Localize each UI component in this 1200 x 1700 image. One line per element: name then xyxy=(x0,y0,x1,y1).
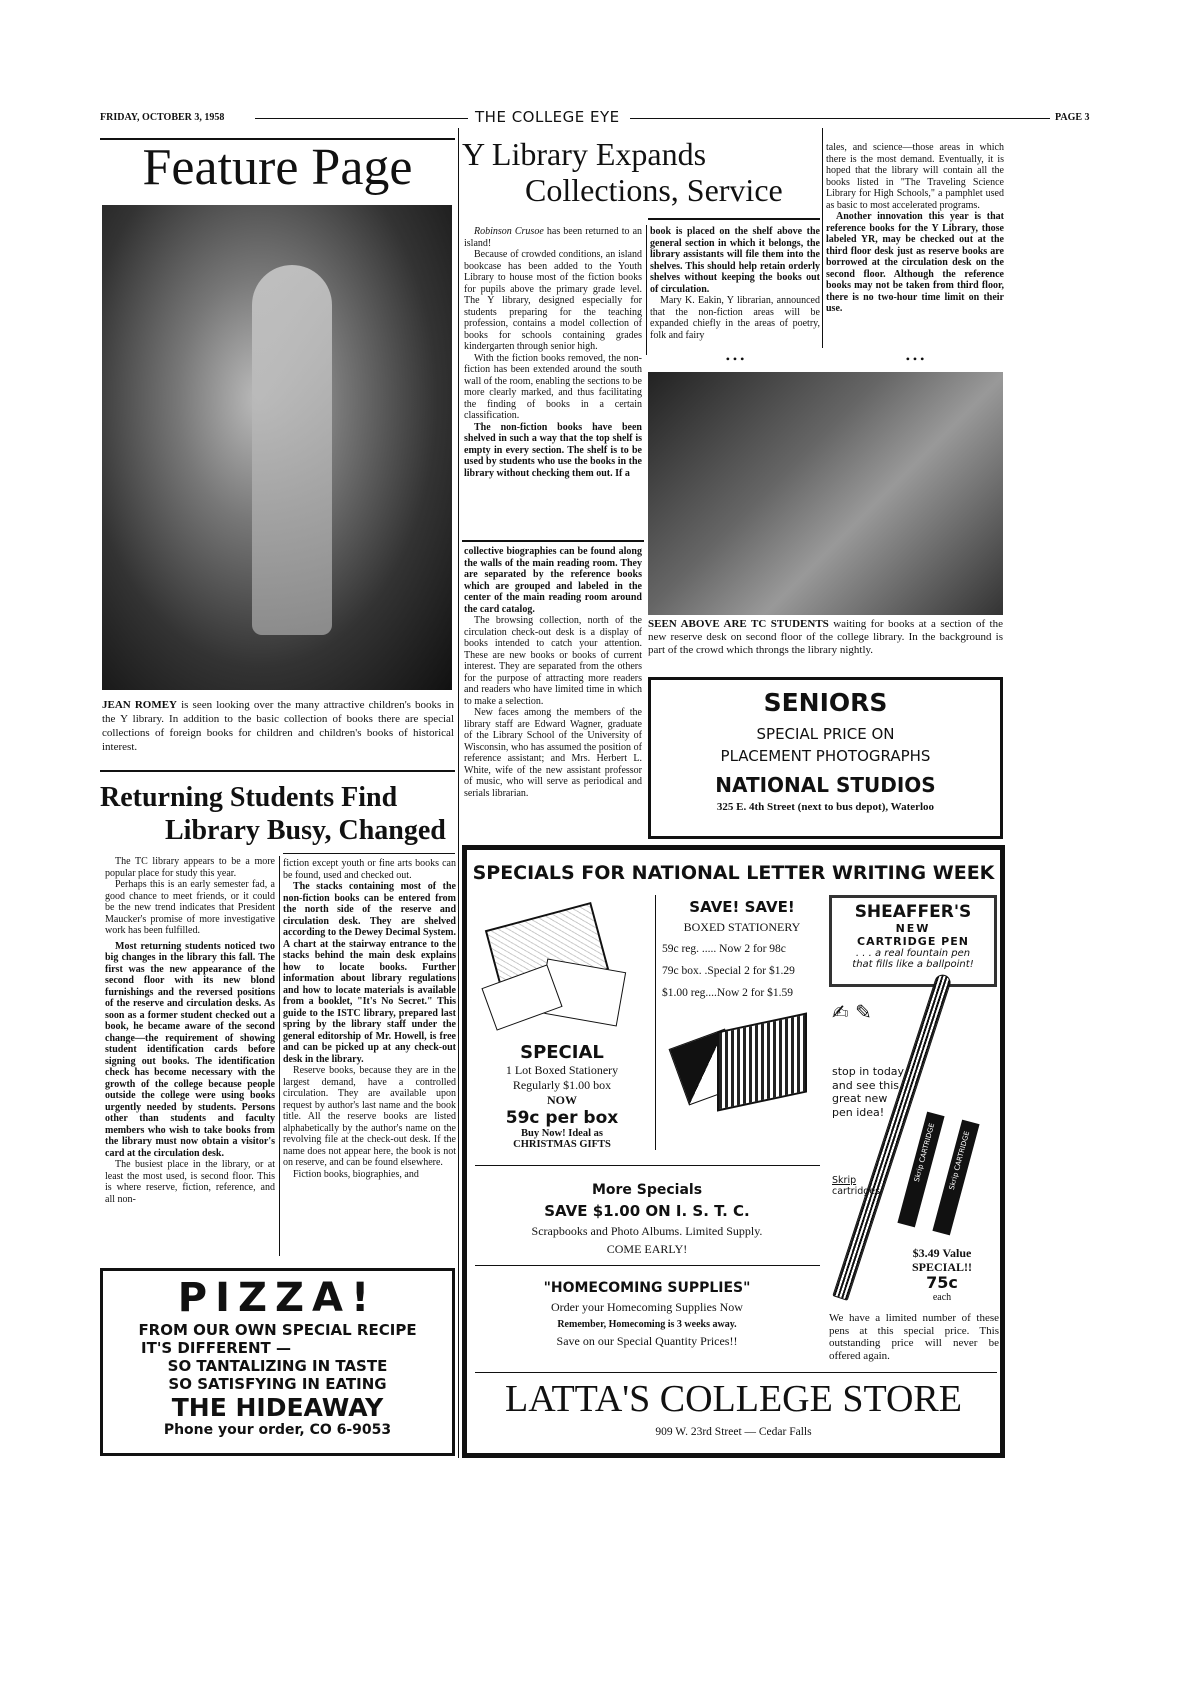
text: cartridges xyxy=(832,1186,881,1197)
decoration xyxy=(481,964,562,1030)
article-column xyxy=(283,858,456,1180)
text: Skrip CARTRIDGE xyxy=(947,1130,972,1191)
column-rule xyxy=(279,856,280,1256)
text: Skrip xyxy=(832,1175,857,1186)
ad-title: SPECIALS FOR NATIONAL LETTER WRITING WEEK xyxy=(472,862,995,884)
more-specials xyxy=(472,1182,822,1257)
stationery-illustration xyxy=(482,895,647,1035)
text: COME EARLY! xyxy=(606,1242,688,1256)
divider xyxy=(462,540,644,542)
text: Order your Homecoming Supplies Now xyxy=(551,1300,743,1314)
text: $3.49 Value xyxy=(912,1246,972,1260)
text: NEW xyxy=(895,922,931,935)
text: . . . a real fountain pen xyxy=(855,948,971,959)
article-headline-2: Library Busy, Changed xyxy=(165,815,446,846)
text: pen idea! xyxy=(832,1105,885,1119)
text: BOXED STATIONERY xyxy=(683,920,801,934)
pen-price xyxy=(887,1246,997,1303)
sheaffer-pen-box xyxy=(829,895,997,987)
divider xyxy=(283,853,455,854)
text: 325 E. 4th Street (next to bus depot), Waterloo xyxy=(716,801,935,813)
article-column xyxy=(826,142,1004,315)
decoration xyxy=(717,1012,807,1111)
text: $1.00 reg....Now 2 for $1.59 xyxy=(662,987,793,999)
text: PLACEMENT PHOTOGRAPHS xyxy=(720,747,931,765)
text: Remember, Homecoming is 3 weeks away. xyxy=(557,1319,737,1330)
special-box-offer xyxy=(472,1042,652,1150)
divider xyxy=(630,118,1050,119)
text: CHRISTMAS GIFTS xyxy=(513,1139,611,1150)
decoration xyxy=(475,1165,820,1166)
decoration xyxy=(464,226,642,249)
text: 79c box. .Special 2 for $1.29 xyxy=(662,965,795,977)
text: Because of crowded conditions, an island bookcase has been added to the Youth Library to house most of the fiction books for pupils above the primary grade level. The Y library, designed especially for students preparing for the teaching profession, contains a model collection of books for schools containing grades kindergarten through senior high. xyxy=(464,249,642,352)
text: Scrapbooks and Photo Albums. Limited Supply. xyxy=(531,1224,763,1238)
article-column xyxy=(464,226,642,479)
text: SPECIAL PRICE ON xyxy=(756,725,895,743)
text: SEEN ABOVE ARE TC STUDENTS xyxy=(648,618,829,630)
photo-caption xyxy=(648,618,1003,657)
text: SENIORS xyxy=(763,688,888,717)
text: NATIONAL STUDIOS xyxy=(715,773,936,797)
text: Most returning students noticed two big changes in the library this fall. The first was the new appearance of the second floor with its new blond furnishings and the reversed positions of the reserve and circulation desks. As soon as a former student checked out a book, he became aware of the second change—the requirement of showing student identification cards before signing out books. The identification check has become necessary with the growth of the college because people outside the college were using books urgently needed by students. Persons other than students and faculty members who wish to take books from the library must now obtain a visitor's card at the circulation desk. xyxy=(105,940,275,1159)
text: The browsing collection, north of the circulation check-out desk is a display of books intended to catch your attention. These are new books or books of current interest. They are separated from the others for the purpose of attracting more readers and readers who have limited time in which to make a selection. xyxy=(464,615,642,707)
pen-promo-text xyxy=(832,1065,904,1119)
text: 75c xyxy=(926,1273,958,1292)
text: 59c reg. ..... Now 2 for 98c xyxy=(662,943,786,955)
text: Save on our Special Quantity Prices!! xyxy=(556,1334,738,1348)
article-column xyxy=(464,546,642,799)
text: The stacks containing most of the non-fiction books can be entered from the north side of the reserve and circulation desk. They are shelved according to the Dewey Decimal System. A chart at the stairway entrance to the stacks behind the main desk explains how to locate books. Further information about library regulations and how to locate materials is available from a booklet, "It's No Secret." This guide to the ISTC library, prepared last spring by the library staff under the general editorship of Mr. Howell, is free and can be picked up at any check-out desk in the library. xyxy=(283,881,456,1065)
text: tales, and science—those areas in which there is the most demand. Eventually, it is hoped that the library will contain all the books listed in "The Traveling Science Library for High Schools," a pamphlet used as basic to most accelerated programs. xyxy=(826,142,1004,211)
text: Reserve books, because they are in the largest demand, have a controlled circulation. They are available upon request by author's last name and the book title. All the reserve books are listed alphabetically by the author's name on the revolving file at the check-out desk. If the name does not appear here, the book is not on reserve, and can be found elsewhere. xyxy=(283,1065,456,1168)
section-dots: • • • xyxy=(905,352,925,366)
cartridge-illustration xyxy=(932,1120,979,1236)
text: SO SATISFYING IN EATING xyxy=(168,1375,387,1393)
text: great new xyxy=(832,1092,888,1105)
issue-date: FRIDAY, OCTOBER 3, 1958 xyxy=(100,112,225,123)
hands-icon: ✍ ✎ xyxy=(832,1000,872,1024)
text: is seen looking over the many attractive children's books in the Y library. In addition to the basic collection of books there are special collections of foreign books for children and children's books of historical interest. xyxy=(102,699,454,753)
text: The TC library appears to be a more popular place for study this year. xyxy=(105,856,275,879)
text: Mary K. Eakin, Y librarian, announced that the non-fiction areas will be expanded chiefly in the areas of poetry, folk and fairy xyxy=(650,295,820,341)
divider xyxy=(255,118,468,119)
text: Phone your order, CO 6-9053 xyxy=(163,1422,392,1438)
text: THE HIDEAWAY xyxy=(171,1393,384,1422)
text: CARTRIDGE PEN xyxy=(857,935,969,948)
homecoming-supplies xyxy=(472,1280,822,1349)
feature-page-title: Feature Page xyxy=(142,139,413,196)
photo-jean-romey-library xyxy=(102,205,452,690)
text: SHEAFFER'S xyxy=(854,902,972,922)
hideaway-pizza-ad xyxy=(100,1268,455,1456)
divider xyxy=(648,218,820,220)
article-headline-1: Y Library Expands xyxy=(462,136,707,172)
text: More Specials xyxy=(591,1182,703,1198)
text: 1 Lot Boxed Stationery xyxy=(505,1063,619,1077)
text: SAVE! SAVE! xyxy=(689,898,795,916)
text: stop in today xyxy=(832,1065,905,1078)
national-studios-ad xyxy=(648,677,1003,839)
text: SO TANTALIZING IN TASTE xyxy=(167,1357,388,1375)
text: The busiest place in the library, or at least the most used, is second floor. This is where reserve, fiction, reference, and all non- xyxy=(105,1159,275,1205)
divider xyxy=(100,770,455,772)
decoration xyxy=(475,1372,997,1373)
stationery-box-illustration xyxy=(677,1017,807,1112)
text: Another innovation this year is that reference books for the Y Library, those labeled YR, may be checked out at the third floor desk just as reserve books are borrowed at the circulation desk on the second floor. Although the reference books may not be taken from third floor, there is no two-hour time limit on their use. xyxy=(826,211,1004,314)
text: book is placed on the shelf above the general section in which it belongs, the library assistants will file them into the shelves. This should help retain orderly shelves without keeping the books out of circulation. xyxy=(650,226,820,295)
text: New faces among the members of the library staff are Edward Wagner, graduate of the Library School of the University of Wisconsin, who has assumed the position of reference assistant; and Mrs. Herbert L. White, wife of the new assistant professor of music, who will serve as periodical and serials librarian. xyxy=(464,707,642,799)
article-headline-1: Returning Students Find xyxy=(100,782,398,813)
ad-title: PIZZA! xyxy=(177,1275,378,1321)
pen-limited-note: We have a limited number of these pens at this special price. This outstanding price will never be offered again. xyxy=(829,1312,999,1362)
article-headline-2: Collections, Service xyxy=(525,172,783,208)
article-column xyxy=(650,226,820,341)
text: Robinson Crusoe xyxy=(474,226,544,237)
store-name: LATTA'S COLLEGE STORE xyxy=(505,1378,962,1420)
paper-name: THE COLLEGE EYE xyxy=(475,108,620,126)
text: SPECIAL xyxy=(520,1042,604,1063)
lattas-college-store-ad xyxy=(462,845,1005,1458)
text: SPECIAL!! xyxy=(911,1260,972,1274)
text: collective biographies can be found along the walls of the main reading room. They are separated by the reference books which are grouped and labeled in the center of the main reading room around the card catalog. xyxy=(464,546,642,615)
text: The non-fiction books have been shelved in such a way that the top shelf is empty in every section. The shelf is to be used by students who use the books in the library without checking them out. If a xyxy=(464,421,642,479)
column-rule xyxy=(646,225,647,355)
decoration xyxy=(655,895,656,1150)
text: "HOMECOMING SUPPLIES" xyxy=(543,1280,751,1296)
text: FROM OUR OWN SPECIAL RECIPE xyxy=(138,1321,417,1339)
text: that fills like a ballpoint! xyxy=(852,959,974,970)
text: SAVE $1.00 ON I. S. T. C. xyxy=(544,1202,750,1220)
page-number: PAGE 3 xyxy=(1055,112,1090,123)
text: With the fiction books removed, the non-fiction has been extended around the south wall of the room, enabling the sections to be more clearly marked, and thus facilitating the finding of books in a certain classification. xyxy=(464,352,642,421)
decoration xyxy=(252,265,332,635)
text: 59c per box xyxy=(505,1108,619,1128)
store-address: 909 W. 23rd Street — Cedar Falls xyxy=(655,1426,812,1438)
text: fiction except youth or fine arts books can be found, used and checked out. xyxy=(283,858,456,881)
text: JEAN ROMEY xyxy=(102,699,177,711)
photo-caption xyxy=(102,698,454,754)
photo-reserve-desk-students xyxy=(648,372,1003,615)
text: Regularly $1.00 box xyxy=(512,1078,612,1092)
text: waiting for books at a section of the new reserve desk on second floor of the college library. In the background is part of the crowd which throngs the library nightly. xyxy=(648,618,1003,656)
text: IT'S DIFFERENT — xyxy=(141,1339,292,1357)
text: and see this xyxy=(832,1078,900,1092)
article-column xyxy=(105,856,275,1205)
boxed-stationery-prices xyxy=(662,898,822,1112)
column-rule xyxy=(822,128,823,348)
skrip-cartridges-label xyxy=(832,1175,880,1197)
text: has been returned to an island! xyxy=(464,226,643,249)
decoration xyxy=(475,1265,820,1266)
text: Fiction books, biographies, and xyxy=(293,1168,419,1180)
section-dots: • • • xyxy=(725,352,745,366)
column-rule xyxy=(458,128,459,1458)
text: Perhaps this is an early semester fad, a good chance to meet friends, or it could be the new trend indicates that President Maucker's promise of more investigative work has been fulfilled. xyxy=(105,879,275,936)
text: NOW xyxy=(547,1093,577,1107)
text: each xyxy=(932,1292,952,1303)
text: Buy Now! Ideal as xyxy=(521,1128,603,1139)
text: Skrip CARTRIDGE xyxy=(912,1122,937,1183)
